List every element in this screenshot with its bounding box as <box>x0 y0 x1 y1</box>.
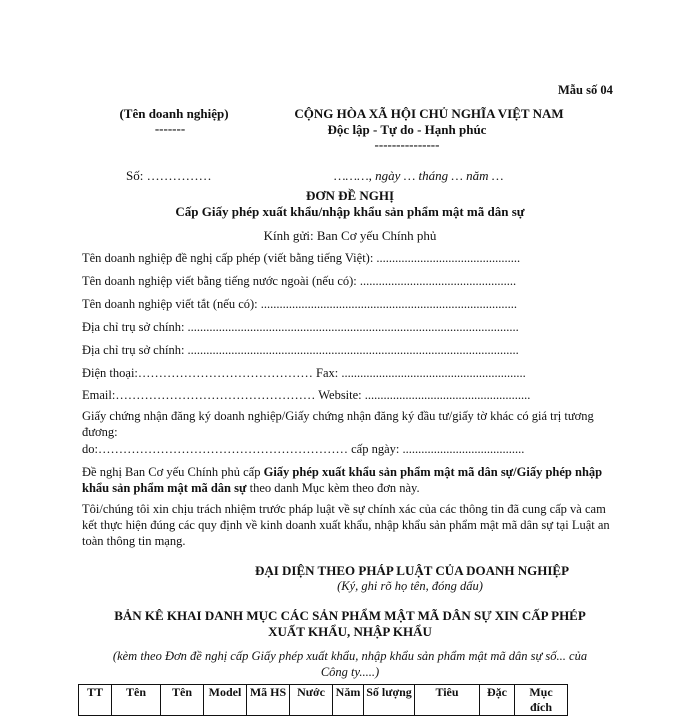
table-header-cell: Mã HS <box>247 685 290 716</box>
republic-heading: CỘNG HÒA XÃ HỘI CHỦ NGHĨA VIỆT NAM <box>294 106 564 121</box>
company-placeholder: (Tên doanh nghiệp) <box>119 106 229 121</box>
motto: Độc lập - Tự do - Hạnh phúc <box>327 122 487 137</box>
field-email-website: Email:………………………………………… Website: ..................................................... <box>82 388 531 402</box>
table-header-cell: Số lượng <box>364 685 415 716</box>
table-header-cell: TT <box>79 685 112 716</box>
field-head-office-1: Địa chỉ trụ sở chính: .......................................................................................................... <box>82 320 519 334</box>
table-header-cell: Tên <box>112 685 161 716</box>
addressee: Kính gửi: Ban Cơ yếu Chính phủ <box>263 228 437 243</box>
request-suffix: theo danh Mục kèm theo đơn này. <box>246 481 420 495</box>
field-head-office-2: Địa chỉ trụ sở chính: .......................................................................................................... <box>82 343 519 357</box>
document-number: Số: …………… <box>126 168 212 183</box>
document-date: ………, ngày … tháng … năm … <box>334 168 504 183</box>
table-header-cell: Năm <box>333 685 364 716</box>
table-header-row <box>79 685 568 716</box>
representative-note: (Ký, ghi rõ họ tên, đóng dấu) <box>337 579 483 593</box>
document-title: ĐƠN ĐỀ NGHỊ <box>305 188 395 203</box>
request-paragraph <box>82 464 618 496</box>
table-header-cell: Model <box>204 685 247 716</box>
certificate-issuer-line: do:…………………………………………………… cấp ngày: ....................................... <box>82 442 525 456</box>
table-header-cell: Tiêu <box>415 685 480 716</box>
company-rule: ------- <box>154 121 186 136</box>
table-header-cell: Tên <box>161 685 204 716</box>
product-listing-table <box>78 684 568 716</box>
commitment-paragraph: Tôi/chúng tôi xin chịu trách nhiệm trước pháp luật về sự chính xác của các thông tin đã cung cấp và cam kết thực hiện đúng các quy định về kinh doanh xuất khẩu, nhập khẩu sản phẩm mật mã dân sự tại Luật an toàn thông tin mạng. <box>82 502 610 548</box>
annex-note-line-2: Công ty.....) <box>320 665 380 679</box>
form-number: Mẫu số 04 <box>558 83 613 97</box>
field-phone-fax: Điện thoại:…………………………………… Fax: ........................................................... <box>82 366 526 380</box>
annex-note-line-1: (kèm theo Đơn đề nghị cấp Giấy phép xuất khẩu, nhập khẩu sản phẩm mật mã dân sự số... của <box>112 649 588 663</box>
field-company-name-vi: Tên doanh nghiệp đề nghị cấp phép (viết bằng tiếng Việt): .............................................. <box>82 251 521 265</box>
annex-title-line-1: BẢN KÊ KHAI DANH MỤC CÁC SẢN PHẨM MẬT MÃ DÂN SỰ XIN CẤP PHÉP <box>114 608 586 623</box>
table-header-cell: Nước <box>290 685 333 716</box>
representative-title: ĐẠI DIỆN THEO PHÁP LUẬT CỦA DOANH NGHIỆP <box>254 563 570 578</box>
table-header-cell: Mục đích <box>515 685 568 716</box>
field-company-abbrev: Tên doanh nghiệp viết tắt (nếu có): .................................................................................. <box>82 297 518 311</box>
request-permit-name: Giấy phép xuất khẩu sản phẩm mật mã dân sự/Giấy phép nhập khẩu sản phẩm mật mã dân sự <box>82 465 603 495</box>
certificate-text: Giấy chứng nhận đăng ký doanh nghiệp/Giấy chứng nhận đăng ký đầu tư/giấy tờ khác có giá trị tương đương: <box>82 409 594 439</box>
field-company-name-foreign: Tên doanh nghiệp viết bằng tiếng nước ngoài (nếu có): .................................................. <box>82 274 517 288</box>
request-prefix: Đề nghị Ban Cơ yếu Chính phủ cấp <box>82 465 264 479</box>
table-header-cell: Đặc <box>480 685 515 716</box>
document-subtitle: Cấp Giấy phép xuất khẩu/nhập khẩu sản phẩm mật mã dân sự <box>175 204 525 219</box>
motto-rule: --------------- <box>374 137 440 152</box>
annex-title-line-2: XUẤT KHẨU, NHẬP KHẨU <box>268 624 432 639</box>
